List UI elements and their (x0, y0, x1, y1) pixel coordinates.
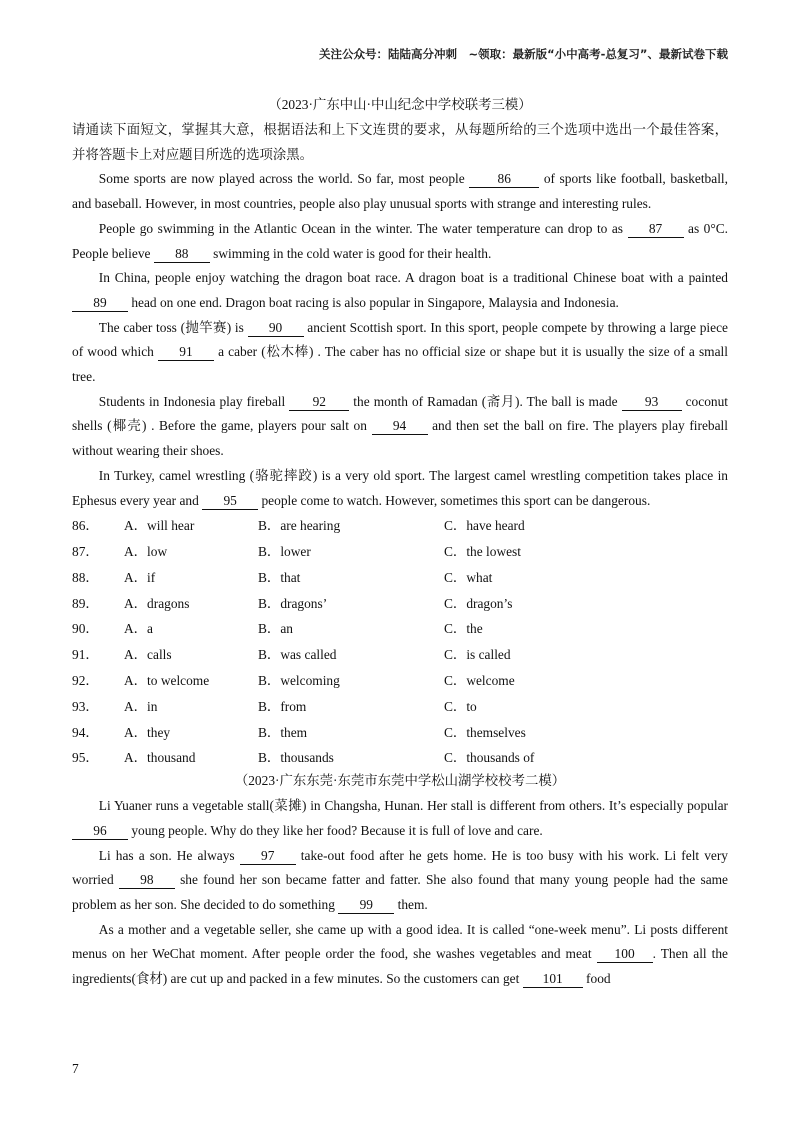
s1-paragraph-2 (72, 217, 728, 266)
section1-title: （2023·广东中山·中山纪念中学校联考三模） (268, 97, 532, 112)
blank-98: 98 (119, 872, 175, 889)
text: as 0°C. People believe (72, 220, 728, 261)
blank-90: 90 (248, 320, 304, 337)
blank-100: 100 (597, 946, 653, 963)
blank-95: 95 (202, 493, 258, 510)
text: the month of Ramadan (斋月). The ball is made (349, 393, 622, 409)
text: food (582, 971, 611, 987)
text: of sports like football, basketball, and baseball. However, in most countries, people also play unusual sports with strange and interesting rules. (72, 171, 728, 212)
text: Students in Indonesia play fireball (98, 393, 290, 409)
text: and then set the ball on fire. The players play fireball without wearing their shoes. (72, 418, 728, 459)
option-row (72, 565, 728, 591)
page-header: 关注公众号：陆陆高分冲刺 ~领取：最新版“小中高考-总复习”、最新试卷下载 (318, 47, 728, 61)
option-row (72, 513, 728, 539)
option-b: B．them (258, 724, 308, 740)
option-c: C．to (444, 698, 477, 714)
option-b: B．thousands (258, 750, 334, 766)
option-a: A．if (124, 569, 156, 585)
option-a: A．thousand (124, 750, 196, 766)
text: Some sports are now played across the world. So far, most people (98, 171, 470, 187)
option-row (72, 694, 728, 720)
document-body (72, 95, 728, 992)
option-c: C．the (444, 621, 483, 637)
option-row (72, 668, 728, 694)
blank-99: 99 (338, 897, 394, 914)
option-row (72, 616, 728, 642)
question-number: 95． (72, 750, 99, 766)
option-c: C．dragon’s (444, 595, 513, 611)
question-number: 88． (72, 569, 99, 585)
text: a caber (松木棒) . The caber has no official size or shape but it is usually the size of a small tree. (72, 344, 728, 385)
blank-88: 88 (154, 246, 210, 263)
option-c: C．themselves (444, 724, 526, 740)
option-row (72, 720, 728, 746)
blank-97: 97 (240, 848, 296, 865)
option-c: C．have heard (444, 518, 525, 534)
blank-86: 86 (469, 171, 539, 188)
option-b: B．that (258, 569, 301, 585)
blank-101: 101 (523, 971, 583, 988)
blank-92: 92 (289, 394, 349, 411)
option-row (72, 591, 728, 617)
option-a: A．a (124, 621, 154, 637)
text: People go swimming in the Atlantic Ocean in the winter. The water temperature can drop to as (98, 220, 628, 236)
option-c: C．welcome (444, 673, 515, 689)
option-b: B．was called (258, 647, 337, 663)
option-c: C．what (444, 569, 493, 585)
s1-paragraph-3 (72, 266, 728, 315)
blank-87: 87 (628, 221, 684, 238)
question-number: 92． (72, 673, 99, 689)
text: Li Yuaner runs a vegetable stall(菜摊) in Changsha, Hunan. Her stall is different from others. It’s especially popular (98, 798, 728, 814)
s2-paragraph-3 (72, 918, 728, 992)
option-a: A．in (124, 698, 158, 714)
option-row (72, 745, 728, 771)
option-a: A．they (124, 724, 171, 740)
option-c: C．is called (444, 647, 511, 663)
option-a: A．to welcome (124, 673, 210, 689)
section2-title: （2023·广东东莞·东莞市东莞中学松山湖学校校考二模） (234, 773, 566, 789)
blank-91: 91 (158, 344, 214, 361)
option-a: A．dragons (124, 595, 190, 611)
blank-89: 89 (72, 295, 128, 312)
s1-paragraph-5 (72, 390, 728, 464)
text: As a mother and a vegetable seller, she came up with a good idea. It is called “one-week menu”. Li posts different menus on her WeChat moment. After people order the food, she washes vegetables and meat (72, 921, 728, 962)
option-a: A．calls (124, 647, 172, 663)
question-number: 89． (72, 595, 99, 611)
text: The caber toss (抛竿赛) is (98, 319, 248, 335)
question-number: 93． (72, 698, 99, 714)
option-c: C．thousands of (444, 750, 535, 766)
option-b: B．lower (258, 544, 311, 560)
option-row (72, 539, 728, 565)
question-number: 90． (72, 621, 99, 637)
text: head on one end. Dragon boat racing is also popular in Singapore, Malaysia and Indonesia. (128, 294, 619, 310)
option-b: B．dragons’ (258, 595, 328, 611)
option-b: B．from (258, 698, 307, 714)
option-a: A．low (124, 544, 168, 560)
option-c: C．the lowest (444, 544, 521, 560)
text: swimming in the cold water is good for their health. (209, 245, 492, 261)
blank-96: 96 (72, 823, 128, 840)
text: young people. Why do they like her food? Because it is full of love and care. (128, 822, 543, 838)
s1-paragraph-6 (72, 464, 728, 513)
s1-paragraph-1 (72, 167, 728, 216)
text: ancient Scottish sport. In this sport, people compete by throwing a large piece of wood which (72, 319, 728, 360)
blank-94: 94 (372, 418, 428, 435)
text: she found her son became fatter and fatter. She also found that many young people had the same problem as her son. She decided to do something (72, 872, 729, 913)
instruction: 请通读下面短文，掌握其大意，根据语法和上下文连贯的要求，从每题所给的三个选项中选出一个最佳答案，并将答题卡上对应题目所选的选项涂黑。 (72, 122, 728, 162)
question-number: 86． (72, 518, 99, 534)
s2-paragraph-2 (72, 844, 728, 918)
question-number: 87． (72, 544, 99, 560)
option-row (72, 642, 728, 668)
page-number: 7 (72, 1061, 79, 1076)
s1-paragraph-4 (72, 316, 728, 390)
option-b: B．an (258, 621, 293, 637)
options-list (72, 513, 728, 771)
text: people come to watch. However, sometimes this sport can be dangerous. (258, 492, 651, 508)
s2-paragraph-1 (72, 794, 728, 843)
text: In China, people enjoy watching the dragon boat race. A dragon boat is a traditional Chinese boat with a painted (98, 270, 728, 286)
text: In Turkey, camel wrestling (骆驼摔跤) is a very old sport. The largest camel wrestling competition takes place in Ephesus every year and (72, 467, 728, 508)
text: them. (394, 897, 428, 913)
blank-93: 93 (622, 394, 682, 411)
text: coconut shells (椰壳) . Before the game, players pour salt on (72, 393, 728, 434)
text: Li has a son. He always (98, 847, 240, 863)
text: take-out food after he gets home. He is too busy with his work. Li felt very worried (72, 847, 729, 888)
option-a: A．will hear (124, 518, 195, 534)
option-b: B．welcoming (258, 673, 340, 689)
option-b: B．are hearing (258, 518, 341, 534)
text: . Then all the ingredients(食材) are cut up and packed in a few minutes. So the customers can get (72, 946, 729, 987)
question-number: 91． (72, 647, 99, 663)
question-number: 94． (72, 724, 99, 740)
